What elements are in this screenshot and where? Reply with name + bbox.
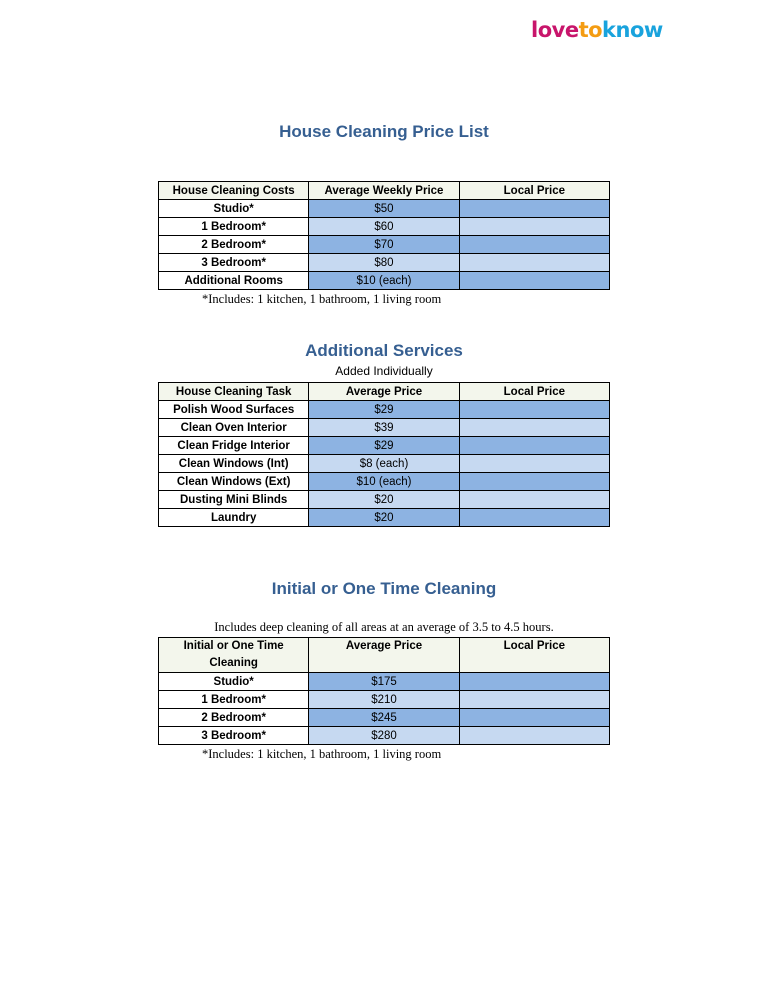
- row-price: $245: [309, 709, 459, 727]
- row-price: $20: [309, 509, 459, 527]
- local-price-cell[interactable]: [459, 473, 609, 491]
- row-price: $70: [309, 236, 459, 254]
- row-label: Clean Windows (Int): [159, 455, 309, 473]
- row-label: Additional Rooms: [159, 272, 309, 290]
- table-row: [159, 491, 610, 509]
- local-price-cell[interactable]: [459, 727, 609, 745]
- column-header: Average Price: [309, 383, 459, 401]
- row-price: $39: [309, 419, 459, 437]
- section3-intro: Includes deep cleaning of all areas at an average of 3.5 to 4.5 hours.: [214, 620, 554, 634]
- row-label: Clean Windows (Ext): [159, 473, 309, 491]
- row-label: Studio*: [159, 673, 309, 691]
- lovetoknow-logo[interactable]: [531, 18, 663, 42]
- local-price-cell[interactable]: [459, 272, 609, 290]
- row-label: 3 Bedroom*: [159, 254, 309, 272]
- row-price: $175: [309, 673, 459, 691]
- section1-footnote: *Includes: 1 kitchen, 1 bathroom, 1 living room: [202, 292, 442, 306]
- table-row: [159, 509, 610, 527]
- row-label: 2 Bedroom*: [159, 709, 309, 727]
- section3-footnote: *Includes: 1 kitchen, 1 bathroom, 1 living room: [202, 747, 442, 761]
- row-price: $60: [309, 218, 459, 236]
- row-label: 2 Bedroom*: [159, 236, 309, 254]
- table-row: [159, 709, 610, 727]
- row-label: Clean Fridge Interior: [159, 437, 309, 455]
- table-row: [159, 455, 610, 473]
- local-price-cell[interactable]: [459, 491, 609, 509]
- row-price: $20: [309, 491, 459, 509]
- row-label: Clean Oven Interior: [159, 419, 309, 437]
- table-row: [159, 218, 610, 236]
- logo-part-to: to: [578, 18, 603, 42]
- section1-title: House Cleaning Price List: [279, 122, 489, 141]
- table-row: [159, 673, 610, 691]
- local-price-cell[interactable]: [459, 455, 609, 473]
- local-price-cell[interactable]: [459, 254, 609, 272]
- column-header: Local Price: [459, 638, 609, 673]
- local-price-cell[interactable]: [459, 236, 609, 254]
- local-price-cell[interactable]: [459, 709, 609, 727]
- logo-part-know: know: [602, 18, 663, 42]
- local-price-cell[interactable]: [459, 419, 609, 437]
- logo-part-love: love: [531, 18, 579, 42]
- table-header-row: [159, 383, 610, 401]
- column-header: Initial or One Time Cleaning: [159, 638, 309, 673]
- section3-title: Initial or One Time Cleaning: [271, 579, 497, 598]
- table-row: [159, 200, 610, 218]
- row-label: 3 Bedroom*: [159, 727, 309, 745]
- local-price-cell[interactable]: [459, 200, 609, 218]
- table-row: [159, 691, 610, 709]
- row-price: $280: [309, 727, 459, 745]
- row-price: $10 (each): [309, 272, 459, 290]
- table-row: [159, 437, 610, 455]
- row-price: $80: [309, 254, 459, 272]
- column-header: Average Weekly Price: [309, 182, 459, 200]
- column-header: House Cleaning Costs: [159, 182, 309, 200]
- table-header-row: [159, 638, 610, 673]
- column-header: Local Price: [459, 383, 609, 401]
- column-header: Local Price: [459, 182, 609, 200]
- table-header-row: [159, 182, 610, 200]
- row-price: $10 (each): [309, 473, 459, 491]
- local-price-cell[interactable]: [459, 509, 609, 527]
- row-label: Studio*: [159, 200, 309, 218]
- table-row: [159, 272, 610, 290]
- table-row: [159, 401, 610, 419]
- row-price: $8 (each): [309, 455, 459, 473]
- local-price-cell[interactable]: [459, 437, 609, 455]
- table-row: [159, 727, 610, 745]
- local-price-cell[interactable]: [459, 673, 609, 691]
- row-label: Laundry: [159, 509, 309, 527]
- row-label: 1 Bedroom*: [159, 691, 309, 709]
- row-price: $50: [309, 200, 459, 218]
- local-price-cell[interactable]: [459, 691, 609, 709]
- row-label: 1 Bedroom*: [159, 218, 309, 236]
- local-price-cell[interactable]: [459, 401, 609, 419]
- local-price-cell[interactable]: [459, 218, 609, 236]
- initial-cleaning-table: [158, 637, 610, 745]
- house-cleaning-price-table: [158, 181, 610, 290]
- section2-title: Additional Services: [305, 341, 463, 360]
- table-row: [159, 236, 610, 254]
- additional-services-table: [158, 382, 610, 527]
- row-price: $29: [309, 401, 459, 419]
- column-header: House Cleaning Task: [159, 383, 309, 401]
- table-row: [159, 254, 610, 272]
- row-price: $210: [309, 691, 459, 709]
- table-row: [159, 419, 610, 437]
- row-label: Polish Wood Surfaces: [159, 401, 309, 419]
- section2-subtitle: Added Individually: [335, 364, 433, 378]
- row-label: Dusting Mini Blinds: [159, 491, 309, 509]
- table-row: [159, 473, 610, 491]
- column-header: Average Price: [309, 638, 459, 673]
- row-price: $29: [309, 437, 459, 455]
